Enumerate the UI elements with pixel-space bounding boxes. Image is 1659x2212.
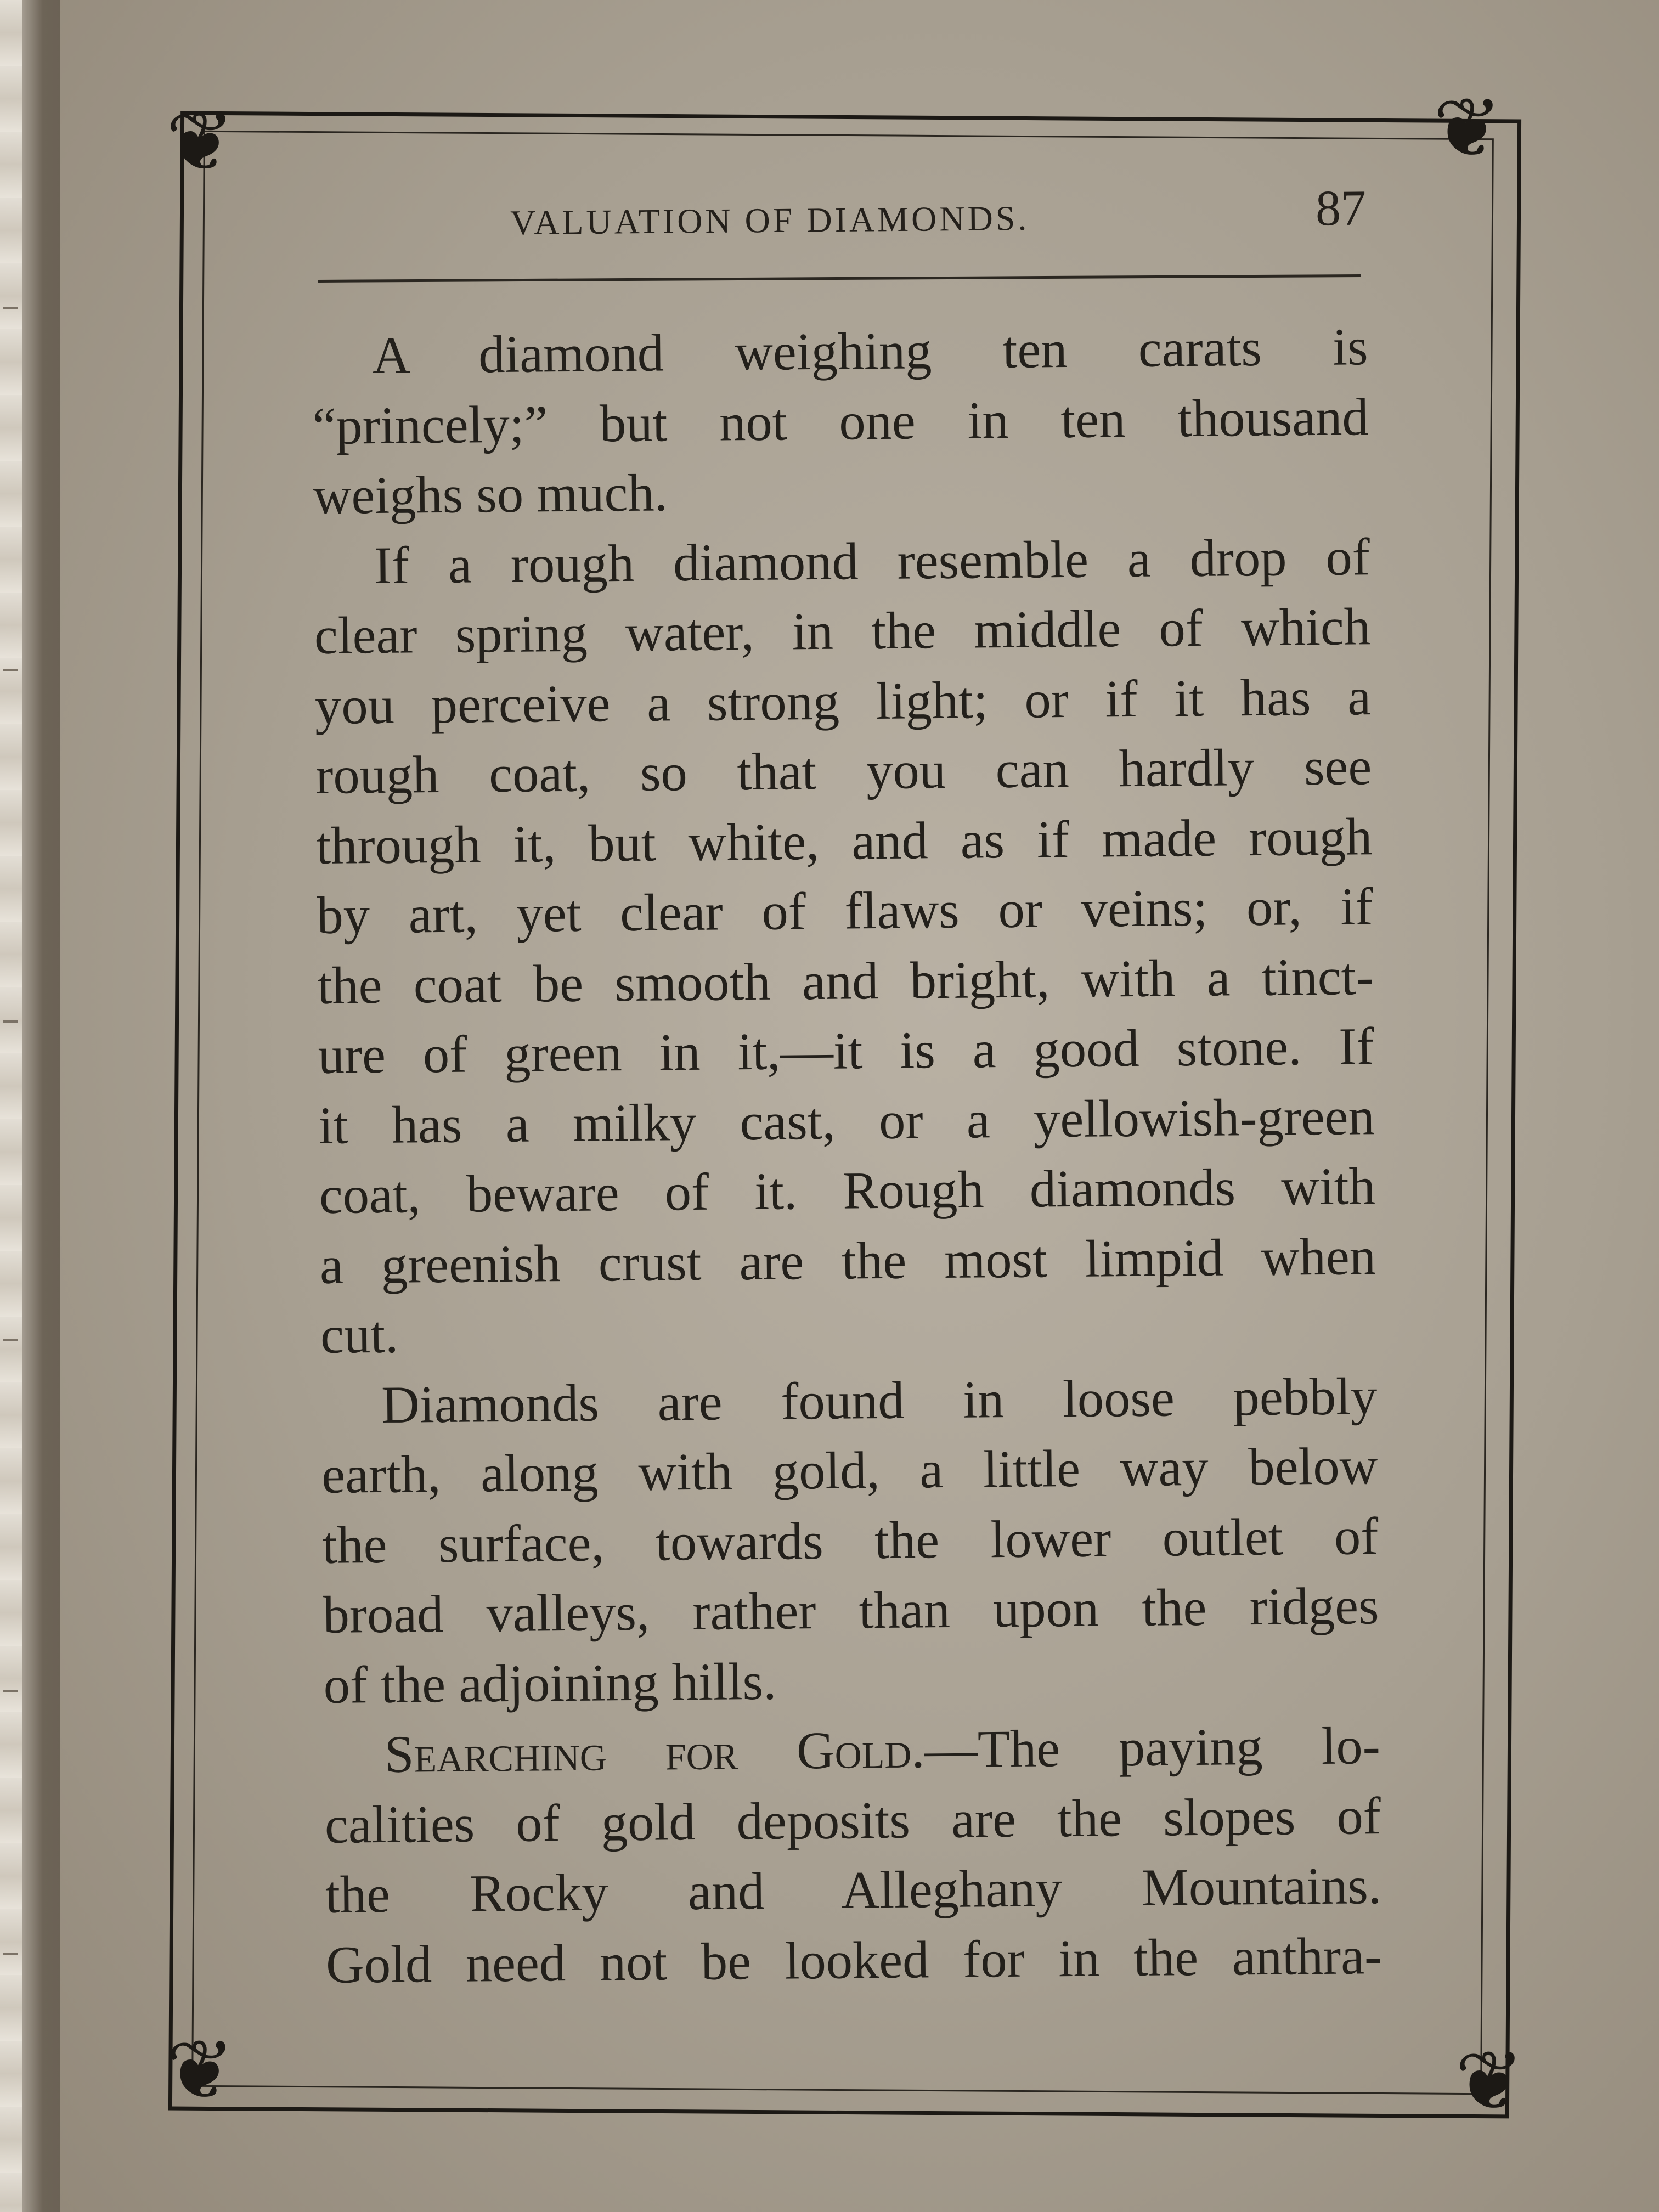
text-line: coat, beware of it. Rough diamonds with [319, 1156, 1376, 1224]
text-line: “princely;” but not one in ten thousand [312, 387, 1369, 455]
flourish-icon: ❦ [166, 2025, 235, 2117]
flourish-icon: ❦ [1455, 2036, 1524, 2128]
text-line: rough coat, so that you can hardly see [315, 737, 1372, 805]
flourish-icon: ❦ [166, 97, 235, 188]
text-line: ure of green in it,—it is a good stone. If [318, 1017, 1375, 1085]
section-line-text: The paying lo- [977, 1716, 1381, 1779]
page-edge-mark [3, 1953, 18, 1955]
page-edge-mark [3, 307, 18, 309]
text-line: by art, yet clear of flaws or veins; or, if [316, 877, 1373, 945]
running-title: VALUATION OF DIAMONDS. [510, 198, 1030, 242]
page-edge-mark [3, 669, 18, 672]
page-edge-mark [3, 1690, 18, 1692]
section-heading: Searching for Gold.— [384, 1719, 978, 1784]
text-line: a greenish crust are the most limpid when [319, 1226, 1376, 1295]
flourish-icon: ❦ [1433, 83, 1502, 174]
text-line: the surface, towards the lower outlet of [322, 1506, 1379, 1575]
text-line: earth, along with gold, a little way below [321, 1436, 1378, 1504]
text-line [324, 1711, 1380, 1790]
text-line: cut. [320, 1305, 399, 1364]
page-edge-mark [3, 1020, 18, 1023]
text-line: through it, but white, and as if made rough [315, 806, 1373, 875]
text-line: clear spring water, in the middle of which [314, 597, 1371, 665]
body-text [312, 312, 1383, 2044]
text-line: A diamond weighing ten carats is [372, 317, 1368, 385]
text-line: the Rocky and Alleghany Mountains. [325, 1856, 1382, 1924]
text-line: If a rough diamond resemble a drop of [374, 527, 1370, 595]
text-line: weighs so much. [313, 463, 668, 525]
text-line: the coat be smooth and bright, with a tinct- [317, 946, 1374, 1015]
text-line: Diamonds are found in loose pebbly [381, 1366, 1378, 1434]
text-line: it has a milky cast, or a yellowish-green [318, 1086, 1375, 1155]
text-line: Gold need not be looked for in the anthra- [325, 1926, 1383, 1994]
page-number: 87 [1315, 179, 1367, 236]
text-line: you perceive a strong light; or if it has a [314, 667, 1372, 735]
page-edge-stripe [0, 0, 22, 2212]
text-line: of the adjoining hills. [323, 1651, 777, 1714]
page-edge-mark [3, 1339, 18, 1341]
running-head [307, 177, 1367, 246]
text-line: broad valleys, rather than upon the ridges [323, 1576, 1379, 1644]
text-line: calities of gold deposits are the slopes of [324, 1786, 1381, 1854]
